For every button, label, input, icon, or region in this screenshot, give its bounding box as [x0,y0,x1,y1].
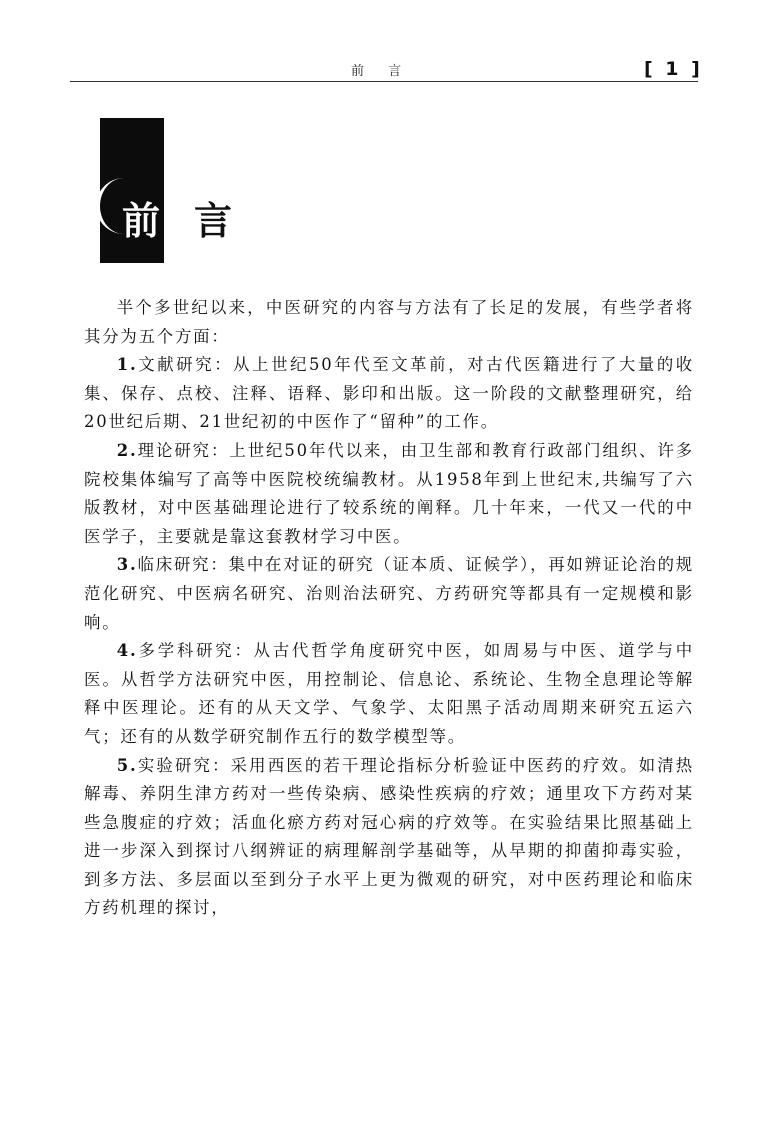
page-title [122,190,266,245]
paragraph-multidisciplinary-research [84,637,694,751]
paragraph-clinical-research [84,551,694,637]
page-title-char-2: 言 [194,199,267,243]
page-title-char-1: 前 [122,199,195,243]
paragraph-theory-research [84,437,694,551]
paragraph-text: 临床研究：集中在对证的研究（证本质、证候学），再如辨证论治的规范化研究、中医病名研究、治则治法研究、方药研究等都具有一定规模和影响。 [84,555,694,632]
header-rule [70,81,698,82]
paragraph-number: 2. [116,440,138,460]
paragraph-text: 文献研究：从上世纪50年代至文革前，对古代医籍进行了大量的收集、保存、点校、注释、语释、影印和出版。这一阶段的文献整理研究，给20世纪后期、21世纪初的中医作了“留种”的工作。 [84,355,694,432]
paragraph-literature-research [84,351,694,437]
running-head: 前 言 [351,64,412,79]
paragraph-number: 1. [116,355,138,375]
paragraph-intro [84,294,694,351]
body-text [84,294,694,923]
page-number: [ 1 ] [644,58,703,80]
paragraph-number: 4. [116,641,138,661]
paragraph-number: 5. [116,755,138,775]
paragraph-text: 半个多世纪以来，中医研究的内容与方法有了长足的发展，有些学者将其分为五个方面： [84,298,694,346]
paragraph-text: 实验研究：采用西医的若干理论指标分析验证中医药的疗效。如清热解毒、养阴生津方药对一些传染病、感染性疾病的疗效；通里攻下方药对某些急腹症的疗效；活血化瘀方药对冠心病的疗效等。在实验结果比照基础上进一步深入到探讨八纲辨证的病理解剖学基础等，从早期的抑菌抑毒实验，到多方法、多层面以至到分子水平上更为微观的研究，对中医药理论和临床方药机理的探讨， [84,755,694,918]
paragraph-experimental-research [84,752,694,924]
paragraph-text: 理论研究：上世纪50年代以来，由卫生部和教育行政部门组织、许多院校集体编写了高等中医院校统编教材。从1958年到上世纪末,共编写了六版教材，对中医基础理论进行了较系统的阐释。几十年来，一代又一代的中医学子，主要就是靠这套教材学习中医。 [84,440,694,546]
paragraph-text: 多学科研究：从古代哲学角度研究中医，如周易与中医、道学与中医。从哲学方法研究中医，用控制论、信息论、系统论、生物全息理论等解释中医理论。还有的从天文学、气象学、太阳黑子活动周期来研究五运六气；还有的从数学研究制作五行的数学模型等。 [84,641,694,746]
paragraph-number: 3. [116,555,138,575]
